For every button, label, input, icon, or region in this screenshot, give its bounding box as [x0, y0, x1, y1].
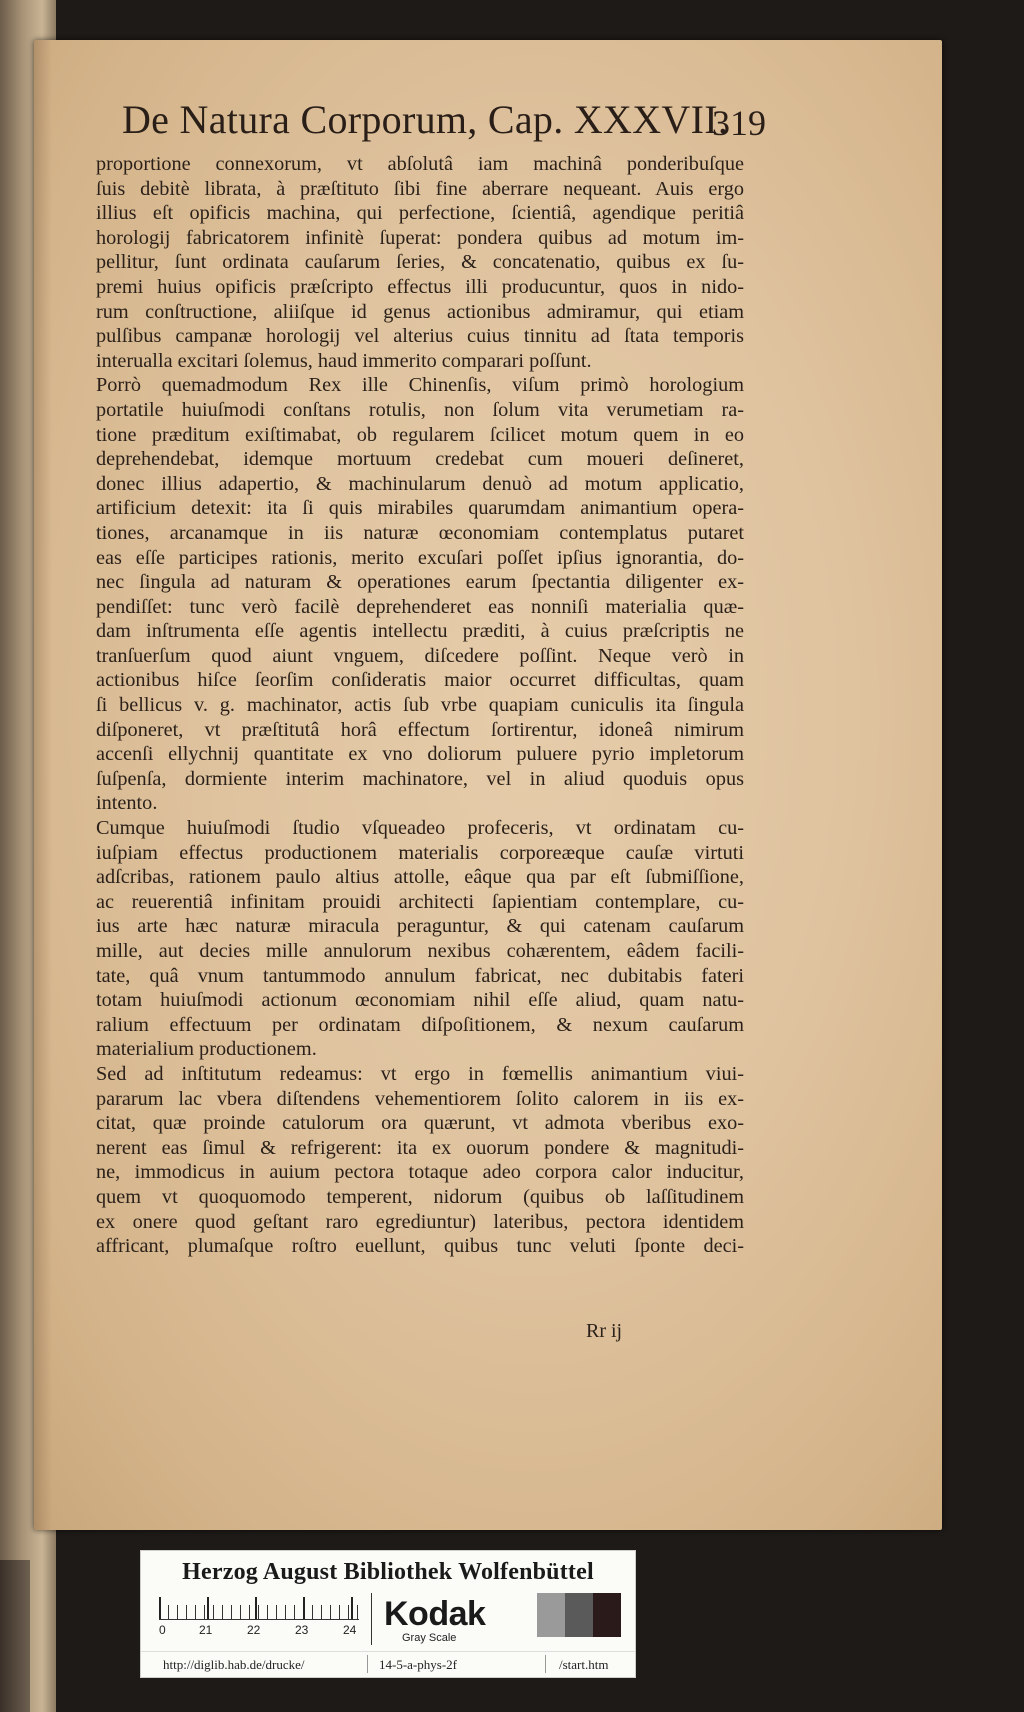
text-line: deprehendebat, idemque mortuum credebat cum moueri deſineret, [96, 448, 744, 471]
text-line: nec ſingula ad naturam & operationes earum ſpectantia diligenter ex- [96, 571, 744, 594]
text-line: premi huius opificis præſcripto effectus illi producuntur, quos in nido- [96, 275, 744, 298]
text-line: quem vt quoquomodo temperent, nidorum (quibus ob laſſitudinem [96, 1185, 744, 1208]
text-line: tate, quâ vnum tantummodo annulum fabricat, nec dubitabis fateri [96, 964, 744, 987]
text-line: proportione connexorum, vt abſolutâ iam machinâ ponderibuſque [96, 153, 744, 175]
label-separator [367, 1655, 368, 1673]
text-line: pellitur, ſunt ordinata cauſarum ſeries, & concatenatio, quibus ex ſu- [96, 251, 744, 274]
page-number: 319 [712, 103, 766, 143]
text-line: horologij fabricatorem infinitè ſuperat: pondera quibus ad motum im- [96, 226, 744, 249]
ruler-tick [207, 1597, 209, 1619]
text-line: ſuſpenſa, dormiente interim machinatore, vel in aliud quoduis opus [96, 767, 744, 790]
text-line: tiones, arcanamque in iis naturæ œconomiam contemplatus putaret [96, 521, 744, 544]
text-line: pararum lac vbera diſtendens vehementiorem ſolito calorem in iis ex- [96, 1087, 744, 1110]
gray-patch [593, 1593, 621, 1637]
text-line: Porrò quemadmodum Rex ille Chinenſis, viſum primò horologium [96, 374, 744, 397]
ruler-number: 22 [247, 1623, 261, 1637]
ruler-tick [303, 1597, 305, 1619]
running-header [122, 96, 766, 156]
text-line: dam inſtrumenta eſſe agentis intellectu præditi, à cuius præſcriptis ne [96, 620, 744, 643]
text-line: rum conſtructione, aliiſque id genus actionibus admiramur, qui etiam [96, 300, 744, 323]
text-line: actionibus hiſce ſeorſim conſideratis maior occurret difficultas, quam [96, 669, 744, 692]
text-line: mille, aut decies mille annulorum nexibus cohærentem, eâdem facili- [96, 940, 744, 962]
text-line: ſi bellicus v. g. machinator, actis ſub vrbe quapiam cuniculis ita ſingula [96, 694, 744, 717]
text-line: Sed ad inſtitutum redeamus: vt ergo in fœmellis animantium viui- [96, 1062, 744, 1085]
ruler-tick [255, 1597, 257, 1619]
text-line: pulſibus campanæ horologij vel alterius cuius tinnitu ad ſtata temporis [96, 325, 744, 348]
text-line: accenſi ellychnij quantitate ex vno doliorum puluere pyrio impletorum [96, 743, 744, 766]
body-text [96, 152, 744, 1259]
start-link: /start.htm [559, 1657, 609, 1672]
label-divider [141, 1651, 635, 1652]
grayscale-patches [537, 1593, 621, 1637]
text-line: Cumque huiuſmodi ſtudio vſqueadeo profeceris, vt ordinatam cu- [96, 817, 744, 840]
text-line: ralium effectuum per ordinatam diſpoſitionem, & nexum cauſarum [96, 1013, 744, 1036]
text-line: ſuis debitè librata, à præſtituto ſibi fine aberrare nequeant. Auis ergo [96, 177, 744, 200]
library-url: http://diglib.hab.de/drucke/ [163, 1657, 305, 1672]
text-line: donec illius adapertio, & machinularum denuò ad motum applicatio, [96, 472, 744, 495]
library-name: Herzog August Bibliothek Wolfenbüttel [182, 1559, 594, 1585]
book-page [34, 40, 942, 1530]
text-line: ac reuerentiâ infinitam prouidi architecti ſapientiam contemplare, cu- [96, 890, 744, 913]
page-gutter-shadow [34, 40, 52, 1530]
text-line: diſponeret, vt præſtitutâ horâ effectum ſortirentur, idoneâ nimirum [96, 718, 744, 741]
text-line: ne, immodicus in auium pectora totaque adeo corpora calor inducitur, [96, 1161, 744, 1184]
text-line: citat, quæ proinde catulorum ora quærunt, vt admota vberibus exo- [96, 1112, 744, 1135]
text-line: adſcribas, rationem paulo altius attolle, eâque qua par eſt ſubmiſſione, [96, 866, 744, 889]
text-line: ex onere quod geſtant raro egrediuntur) lateribus, pectora identidem [96, 1210, 744, 1233]
text-line: affricant, plumaſque roſtro euellunt, quibus tunc veluti ſponte deci- [96, 1235, 744, 1258]
ruler-number: 23 [295, 1623, 309, 1637]
library-label [140, 1550, 636, 1678]
text-line: illius eſt opificis machina, qui perfectione, ſcientiâ, agendique peritiâ [96, 202, 744, 225]
kodak-brand: Kodak [384, 1595, 486, 1633]
text-line: ius arte hæc naturæ miracula peraguntur, & qui catenam cauſarum [96, 915, 744, 938]
kodak-grayscale-label: Gray Scale [402, 1632, 457, 1644]
book-spine-strip [0, 1560, 30, 1712]
ruler-tick [351, 1597, 353, 1619]
gray-patch [565, 1593, 593, 1637]
ruler-number: 21 [199, 1623, 213, 1637]
text-line: materialium productionem. [96, 1038, 317, 1061]
text-line: totam huiuſmodi actionum œconomiam nihil eſſe aliud, quam natu- [96, 989, 744, 1012]
label-separator [545, 1655, 546, 1673]
text-line: pendiſſet: tunc verò facilè deprehenderet eas nonniſi materialia quæ- [96, 595, 744, 618]
kodak-logo [371, 1593, 500, 1645]
text-line: intento. [96, 792, 158, 815]
text-line: artificium detexit: ita ſi quis mirabiles quarumdam animantium opera- [96, 497, 744, 520]
signature-mark: Rr ij [586, 1320, 623, 1342]
ruler-number: 0 [159, 1623, 166, 1637]
text-line: tranſuerſum quod aiunt vnguem, diſcedere poſſint. Neque verò in [96, 644, 744, 667]
scale-ruler [159, 1597, 359, 1620]
text-line: nerent eas ſimul & refrigerent: ita ex ouorum pondere & magnitudi- [96, 1136, 744, 1159]
gray-patch [537, 1593, 565, 1637]
text-line: iuſpiam effectus productionem materialis corporeæque cauſæ virtuti [96, 841, 744, 864]
ruler-number: 24 [343, 1623, 357, 1637]
text-line: interualla excitari ſolemus, haud immerito comparari poſſunt. [96, 349, 592, 372]
ruler-tick [159, 1597, 161, 1619]
text-line: portatile huiuſmodi conſtans rotulis, non ſolum vita verumetiam ra- [96, 398, 744, 421]
shelfmark: 14-5-a-phys-2f [379, 1657, 457, 1672]
running-title: De Natura Corporum, Cap. XXXVII. [122, 97, 729, 142]
text-line: tione præditum exiſtimabat, ob regularem ſcilicet motum quem in eo [96, 423, 744, 446]
text-line: eas eſſe participes rationis, merito excuſari poſſet ipſius ignorantia, do- [96, 546, 744, 569]
